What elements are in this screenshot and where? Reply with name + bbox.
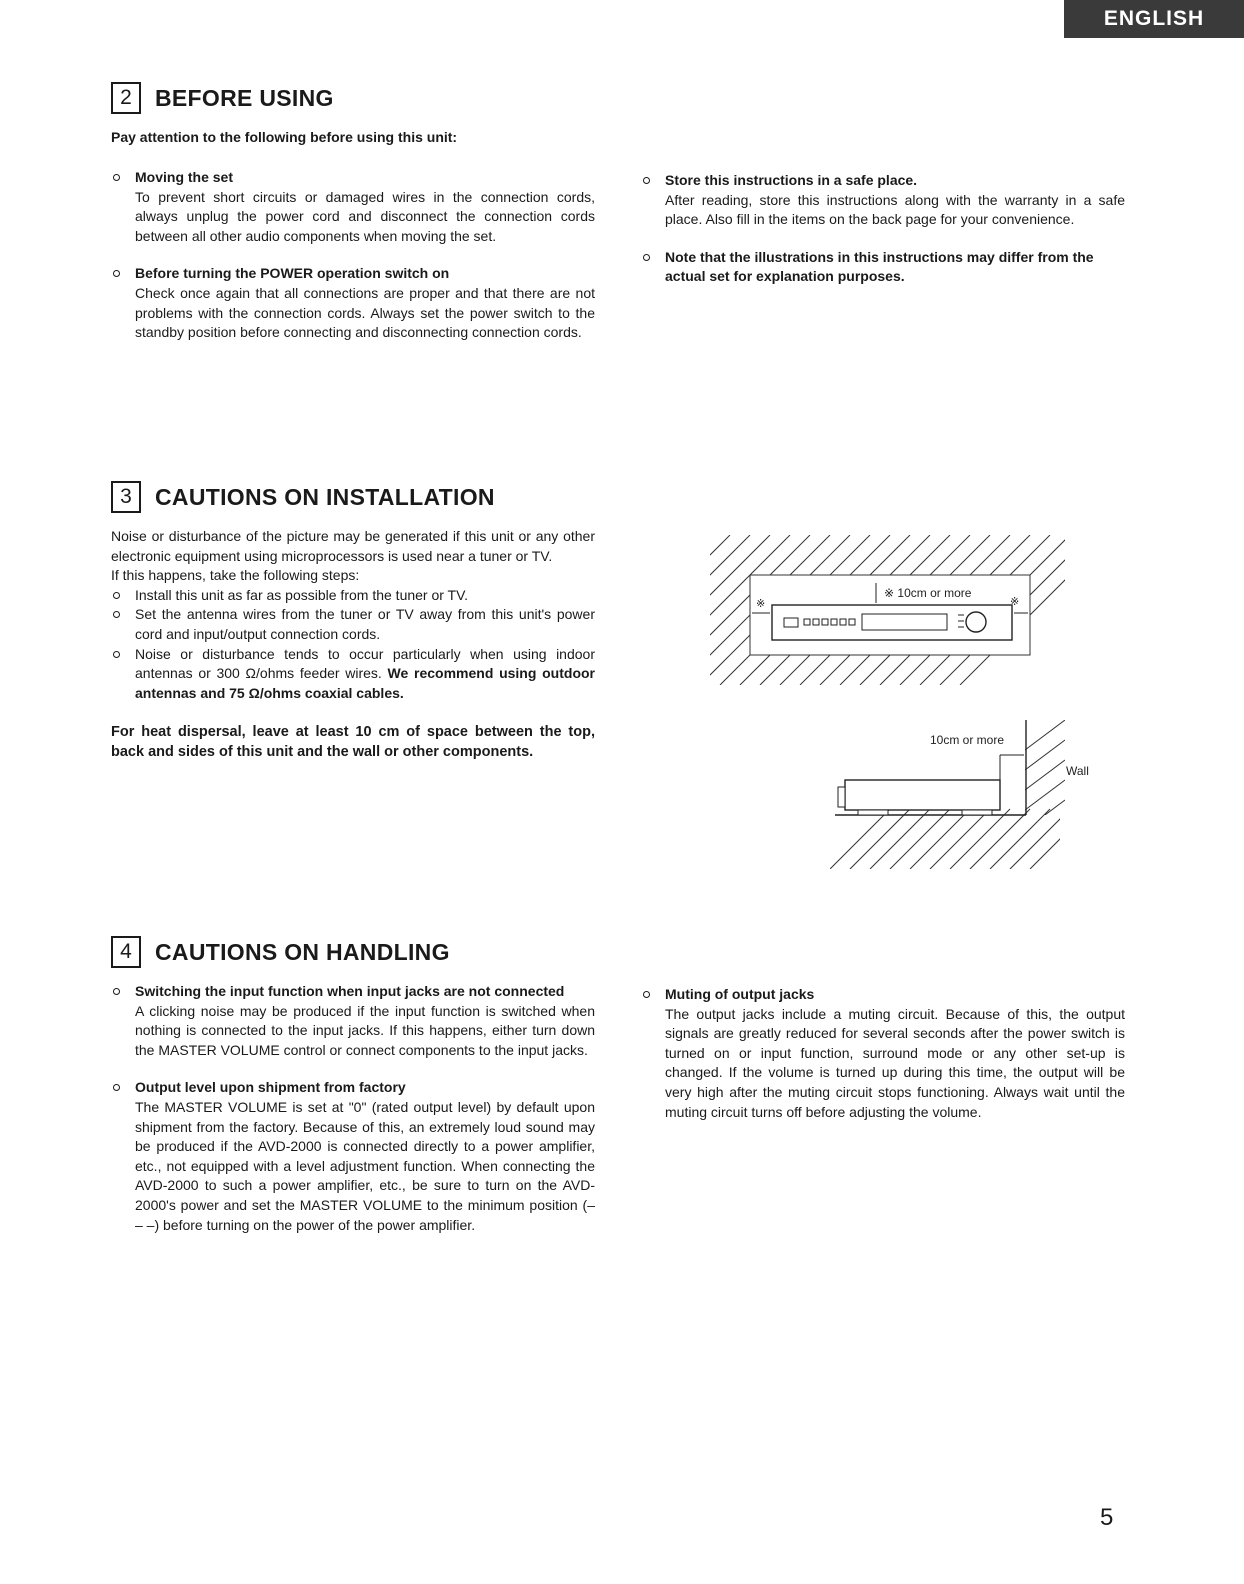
section-number: 4 — [111, 936, 141, 968]
section-4-left-column — [111, 982, 595, 1253]
section-2-left-column — [111, 168, 595, 361]
section-2-heading — [111, 82, 334, 114]
list-item — [641, 985, 1125, 1122]
item-emphasis: We recommend using outdoor antennas and 75 Ω/ohms coaxial cables. — [135, 665, 595, 701]
right-side-mark: ※ — [1010, 596, 1020, 608]
item-title: Before turning the POWER operation switch on — [135, 265, 450, 282]
bullet-icon — [113, 270, 120, 277]
bullet-icon — [113, 592, 120, 599]
item-text: To prevent short circuits or damaged wires in the connection cords, always unplug the power cord and disconnect the connection cords between all other audio components when moving the set. — [135, 188, 595, 244]
unit-front-knob — [838, 787, 845, 807]
list-item — [111, 586, 595, 606]
installation-diagram — [700, 525, 1089, 870]
section-title: CAUTIONS ON INSTALLATION — [155, 483, 495, 510]
heat-dispersal-note: For heat dispersal, leave at least 10 cm of space between the top, back and sides of this unit and the wall or other components. — [111, 724, 595, 760]
language-tab: ENGLISH — [1064, 0, 1244, 38]
item-text: The MASTER VOLUME is set at "0" (rated output level) by default upon shipment from the factory. Because of this, an extremely loud sound may be produced if the AVD-2000 is connected directly to a power amplifier, etc., not equipped with a level adjustment function. When connecting the AVD-2000 to such a power amplifier, etc., be sure to turn on the AVD-2000's power and set the MASTER VOLUME to the minimum position (– – –) before turning on the power of the power amplifier. — [135, 1098, 595, 1233]
section-title: CAUTIONS ON HANDLING — [155, 938, 450, 965]
list-item — [641, 248, 1125, 287]
list-item — [111, 605, 595, 644]
bullet-icon — [113, 988, 120, 995]
wall-label: Wall — [1066, 764, 1089, 778]
item-title: Output level upon shipment from factory — [135, 1079, 406, 1096]
section-4-heading — [111, 936, 450, 968]
top-clearance-label: ※ 10cm or more — [884, 586, 972, 600]
item-title: Note that the illustrations in this instructions may differ from the actual set for explanation purposes. — [665, 248, 1094, 285]
section-number: 3 — [111, 481, 141, 513]
section-number: 2 — [111, 82, 141, 114]
list-item — [111, 264, 595, 342]
item-title: Moving the set — [135, 169, 234, 185]
section-2-lead: Pay attention to the following before using this unit: — [111, 129, 458, 145]
bullet-icon — [643, 991, 650, 998]
item-text: A clicking noise may be produced if the input function is switched when nothing is connected to the input jacks. If this happens, either turn down the MASTER VOLUME control or connect components to the input jacks. — [135, 1002, 595, 1058]
item-text: Noise or disturbance tends to occur particularly when using indoor antennas or 300 Ω/ohms feeder wires. — [135, 645, 595, 682]
unit-side-view — [845, 780, 1000, 810]
list-item — [111, 1078, 595, 1235]
bullet-icon — [113, 611, 120, 618]
item-text: Check once again that all connections are proper and that there are not problems with the connection cords. Always set the power switch to the standby position before connecting and disconnecting connection cords. — [135, 284, 595, 341]
left-side-mark: ※ — [756, 598, 766, 610]
section-3-heading — [111, 481, 495, 513]
list-item — [111, 645, 595, 704]
bullet-icon — [113, 174, 120, 181]
section-title: BEFORE USING — [155, 84, 334, 111]
item-title: Store this instructions in a safe place. — [665, 172, 918, 188]
back-clearance-label: 10cm or more — [930, 733, 1005, 747]
unit-foot — [962, 810, 992, 815]
page-number: 5 — [1100, 1504, 1114, 1531]
list-item — [111, 168, 595, 246]
unit-foot — [858, 810, 888, 815]
item-text: Install this unit as far as possible from the tuner or TV. — [135, 586, 469, 603]
item-title: Switching the input function when input jacks are not connected — [135, 983, 565, 999]
bullet-icon — [113, 651, 120, 658]
list-item — [641, 171, 1125, 230]
item-title: Muting of output jacks — [665, 986, 815, 1002]
item-text: After reading, store this instructions along with the warranty in a safe place. Also fill in the items on the back page for your convenience. — [665, 191, 1125, 228]
unit-front-panel — [772, 605, 1012, 640]
intro-paragraph: Noise or disturbance of the picture may be generated if this unit or any other electronic equipment using microprocessors is used near a tuner or TV. — [111, 528, 595, 564]
floor-hatching — [830, 809, 1090, 869]
bullet-icon — [643, 254, 650, 261]
list-item — [111, 982, 595, 1060]
steps-intro: If this happens, take the following steps: — [111, 567, 360, 584]
section-4-right-column — [641, 985, 1125, 1140]
bullet-icon — [643, 177, 650, 184]
section-2-right-column — [641, 171, 1125, 305]
bullet-icon — [113, 1084, 120, 1091]
section-3-text — [111, 527, 595, 763]
item-text: Set the antenna wires from the tuner or TV away from this unit's power cord and input/output connection cords. — [135, 606, 595, 642]
item-text: The output jacks include a muting circuit. Because of this, the output signals are greatly reduced for several seconds after the power switch is turned on or input function, surround mode or any other set-up is changed. If the volume is turned up during this time, the output will be very high after the muting circuit stops functioning. Always wait until the muting circuit turns off before adjusting the volume. — [665, 1005, 1125, 1120]
